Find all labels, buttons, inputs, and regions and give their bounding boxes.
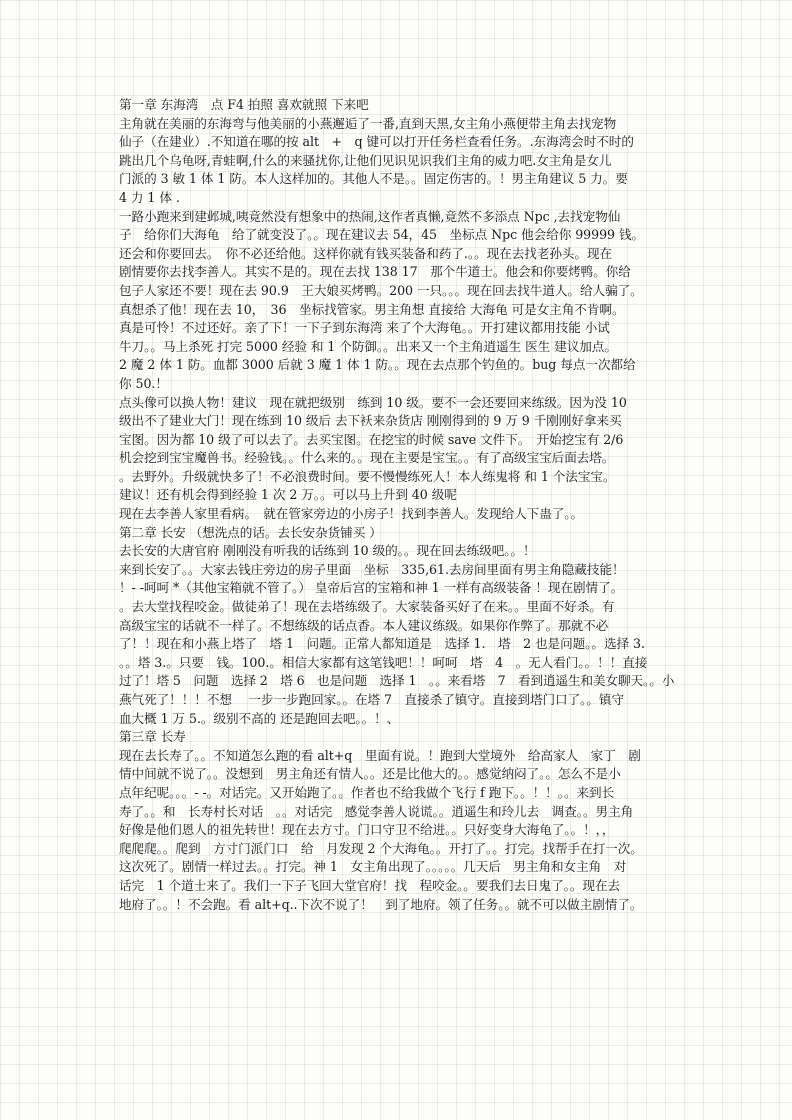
- text-line: 建议！还有机会得到经验 1 次 2 万。。可以马上升到 40 级呢: [119, 487, 457, 503]
- text-line: 包子人家还不要！现在去 90.9 王大娘买烤鸭。200 一只。。。现在回去找牛道人。给人骗了。: [119, 282, 643, 298]
- text-line: 。。塔 3.。只要 钱。100.。相信大家都有这笔钱吧！！呵呵 塔 4 。无人看门。。！！直接: [119, 654, 648, 670]
- text-line: 2 魔 2 体 1 防。血都 3000 后就 3 魔 1 体 1 防。。现在去点那个钓鱼的。bug 每点一次都给: [119, 357, 636, 373]
- text-line: 了！！现在和小燕上塔了 塔 1 问题。正常人都知道是 选择 1. 塔 2 也是问题。。选择 3.: [119, 636, 645, 652]
- text-line: 爬爬爬。。爬到 方寸门派门口 给 月发现 2 个大海龟。。开打了。。打完。找帮手在打一次。: [119, 840, 643, 856]
- text-line: 地府了。。！不会跑。看 alt+q..下次不说了！ 到了地府。领了任务。。就不可以做主剧情了。: [119, 896, 643, 912]
- text-line: 燕气死了！！！不想 一步一步跑回家。。在塔 7 直接杀了镇守。直接到塔门口了。。镇守: [119, 692, 625, 707]
- text-line: ！- -呵呵 *（其他宝箱就不管了。） 皇帝后宫的宝箱和神 1 一样有高级装备 ！现在剧情了。: [119, 580, 624, 596]
- text-line: 好像是他们恩人的祖先转世！现在去方寸。门口守卫不给进。。只好变身大海龟了。。！，，: [119, 822, 615, 838]
- text-line: 机会挖到宝宝魔兽书。经验钱。。什么来的。。现在主要是宝宝。。有了高级宝宝后面去塔。: [119, 450, 615, 466]
- text-line: 。去野外。升级就快多了！不必浪费时间。要不慢慢练死人！本人练鬼将 和 1 个法宝宝。: [119, 468, 616, 484]
- document-body: [119, 96, 677, 914]
- text-line: 血大概 1 万 5.。级别不高的 还是跑回去吧。。！、: [119, 710, 400, 726]
- text-line: 一路小跑来到建邺城,咦竟然没有想象中的热闹,这作者真懒,竟然不多添点 Npc ,去找宠物仙: [119, 208, 621, 224]
- text-line: 这次死了。剧情一样过去。。打完。神 1 女主角出现了。。。。。几天后 男主角和女主角 对: [119, 859, 627, 875]
- text-line: 情中间就不说了。。没想到 男主角还有情人。。还是比他大的。。感觉纳闷了。。怎么不是小: [119, 766, 621, 782]
- text-line: 来到长安了。。大家去钱庄旁边的房子里面 坐标 335,61.去房间里面有男主角隐藏技能！: [119, 561, 625, 577]
- text-line: 宝图。因为都 10 级了可以去了。去买宝图。在挖宝的时候 save 文件下。 开始挖宝有 2/6: [119, 431, 624, 447]
- chapter-heading: 第二章 长安 （想洗点的话。去长安杂货铺买 ）: [119, 524, 382, 540]
- text-line: 级出不了建业大门！现在练到 10 级后 去下袄来杂货店 刚刚得到的 9 万 9 千刚刚好拿来买: [119, 413, 622, 429]
- text-line: 门派的 3 敏 1 体 1 防。本人这样加的。其他人不是。。固定伤害的。！男主角建议 5 力。要: [119, 171, 628, 187]
- text-line: 过了！塔 5 问题 选择 2 塔 6 也是问题 选择 1 。。来看塔 7 看到逍遥生和美女聊天。。小: [119, 673, 675, 689]
- text-line: 点头像可以换人物！建议 现在就把级别 练到 10 级。要不一会还要回来练级。因为没 10: [119, 394, 627, 410]
- text-line: 真想杀了他！现在去 10， 36 坐标找管家。男主角想 直接给 大海龟 可是女主角不肯啊。: [119, 301, 625, 317]
- chapter-heading: 第一章 东海湾 点 F4 拍照 喜欢就照 下来吧: [119, 97, 369, 112]
- text-line: 真是可怜！不过还好。亲了下！一下子到东海湾 来了个大海龟。。开打建议都用技能 小试: [119, 320, 610, 336]
- text-line: 寿了。。和 长寿村长对话 。。对话完 感觉李善人说谎。。逍遥生和玲儿去 调查。。男主角: [119, 803, 634, 819]
- text-line: 子 给你们大海龟 给了就变没了。。现在建议去 54，45 坐标点 Npc 他会给你 99999 钱。: [119, 227, 645, 243]
- text-line: 现在去长寿了。。不知道怎么跑的看 alt+q 里面有说。！跑到大堂境外 给高家人 家丁 剧: [119, 747, 641, 763]
- text-line: 4 力 1 体 .: [119, 189, 180, 205]
- text-line: 去长安的大唐官府 刚刚没有听我的话练到 10 级的。。现在回去练级吧。。！: [119, 543, 536, 559]
- text-line: 点年纪呢。。。- -。对话完。又开始跑了。。作者也不给我做个飞行 f 跑下。。！！。。来到长: [119, 784, 615, 800]
- chapter-heading: 第三章 长寿: [119, 729, 186, 745]
- text-line: 剧情要你去找李善人。其实不是的。现在去找 138 17 那个牛道士。他会和你要烤鸭。你给: [119, 264, 631, 280]
- text-line: 。去大堂找程咬金。做徒弟了！现在去塔练级了。大家装备买好了在来。。里面不好杀。有: [119, 599, 615, 615]
- text-line: 牛刀。。马上杀死 打完 5000 经验 和 1 个防御。。出来又一个主角逍遥生 医生 建议加点。: [119, 338, 617, 354]
- text-line: 跳出几个乌龟呀,青蛙啊,什么的来骚扰你,让他们见识见识我们主角的威力吧.女主角是女儿: [119, 152, 612, 168]
- text-line: 还会和你要回去。 你不必还给他。这样你就有钱买装备和药了.。。现在去找老孙头。现在: [119, 245, 613, 261]
- text-line: 你 50.！: [119, 375, 168, 391]
- text-line: 仙子（在建业）.不知道在哪的按 alt + q 键可以打开任务栏查看任务。.东海湾会时不时的: [119, 134, 634, 150]
- text-line: 主角就在美丽的东海弯与他美丽的小燕邂逅了一番,直到天黑,女主角小燕便带主角去找宠物: [119, 115, 617, 131]
- text-line: 现在去李善人家里看病。 就在管家旁边的小房子！找到李善人。发现给人下蛊了。。: [119, 506, 584, 522]
- text-line: 话完 1 个道士来了。我们一下子飞回大堂官府！找 程咬金。。要我们去日鬼了。。现在去: [119, 877, 621, 893]
- text-line: 高级宝宝的话就不一样了。不想练级的话点香。本人建议练级。如果你作弊了。那就不必: [119, 617, 609, 633]
